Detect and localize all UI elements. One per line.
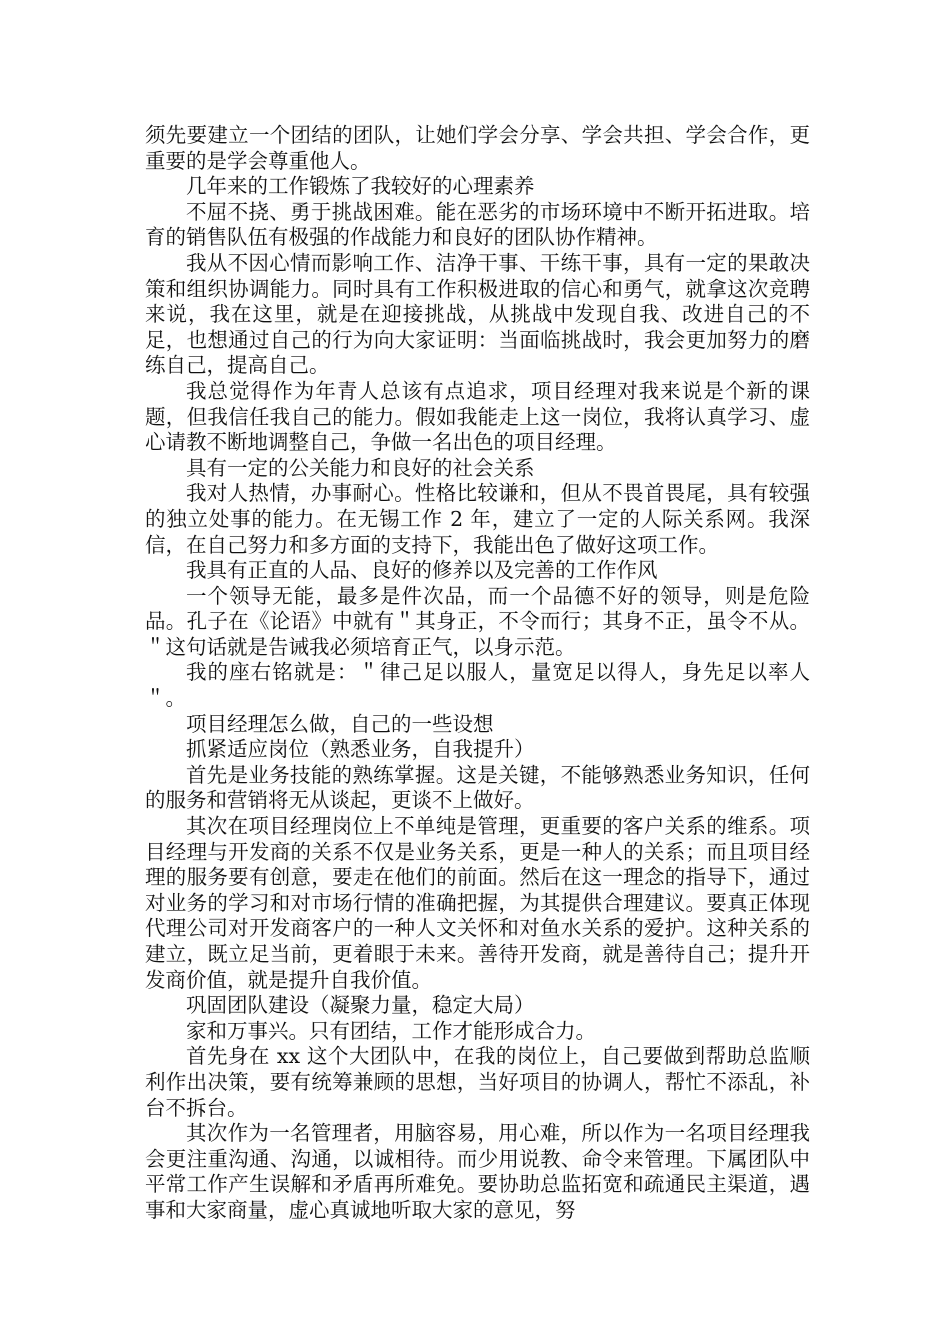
paragraph-support-director: 首先身在 xx 这个大团队中，在我的岗位上，自己要做到帮助总监顺利作出决策，要有统筹兼顾的思想，当好项目的协调人，帮忙不添乱，补台不拆台。 [145,1044,810,1120]
paragraph-perseverance: 不屈不挠、勇于挑战困难。能在恶劣的市场环境中不断开拓进取。培育的销售队伍有极强的作战能力和良好的团队协作精神。 [145,199,810,250]
section-heading-mental-quality: 几年来的工作锻炼了我较好的心理素养 [186,174,535,199]
paragraph-motto: 我的座右铭就是：＂律己足以服人，量宽足以得人，身先足以率人＂。 [145,660,810,711]
section-heading-character: 我具有正直的人品、良好的修养以及完善的工作作风 [186,558,658,583]
section-heading-plans: 项目经理怎么做，自己的一些设想 [186,711,494,736]
paragraph-harmony: 家和万事兴。只有团结，工作才能形成合力。 [186,1018,596,1043]
subsection-heading-adapt: 抓紧适应岗位（熟悉业务，自我提升） [186,737,535,762]
document-page [145,123,810,1224]
section-heading-public-relations: 具有一定的公关能力和良好的社会关系 [186,455,535,480]
paragraph-client-relations: 其次在项目经理岗位上不单纯是管理，更重要的客户关系的维系。项目经理与开发商的关系不仅是业务关系，更是一种人的关系；而且项目经理的服务要有创意，要走在他们的前面。然后在这一理念的指导下，通过对业务的学习和对市场行情的准确把握，为其提供合理建议。要真正体现代理公司对开发商客户的一种人文关怀和对鱼水关系的爱护。这种关系的建立，既立足当前，更着眼于未来。善待开发商，就是善待自己；提升开发商价值，就是提升自我价值。 [145,814,810,992]
paragraph-continuation: 须先要建立一个团结的团队，让她们学会分享、学会共担、学会合作，更重要的是学会尊重他人。 [145,123,810,173]
subsection-heading-team: 巩固团队建设（凝聚力量，稳定大局） [186,993,535,1018]
paragraph-business-skills: 首先是业务技能的熟练掌握。这是关键，不能够熟悉业务知识，任何的服务和营销将无从谈起，更谈不上做好。 [145,762,810,813]
paragraph-decisiveness: 我从不因心情而影响工作、洁净干事、干练干事，具有一定的果敢决策和组织协调能力。同时具有工作积极进取的信心和勇气，就拿这次竞聘来说，我在这里，就是在迎接挑战，从挑战中发现自我、改进自己的不足，也想通过自己的行为向大家证明：当面临挑战时，我会更加努力的磨练自己，提高自己。 [145,250,810,378]
paragraph-communication: 其次作为一名管理者，用脑容易，用心难，所以作为一名项目经理我会更注重沟通、沟通，以诚相待。而少用说教、命令来管理。下属团队中平常工作产生误解和矛盾再所难免。要协助总监拓宽和疏通民主渠道，遇事和大家商量，虚心真诚地听取大家的意见，努 [145,1121,810,1222]
paragraph-relations: 我对人热情，办事耐心。性格比较谦和，但从不畏首畏尾，具有较强的独立处事的能力。在无锡工作 2 年，建立了一定的人际关系网。我深信，在自己努力和多方面的支持下，我能出色了做好这项工作。 [145,481,810,557]
paragraph-leadership-ethics: 一个领导无能，最多是件次品，而一个品德不好的领导，则是危险品。孔子在《论语》中就有＂其身正，不令而行；其身不正，虽令不从。＂这句话就是告诫我必须培育正气，以身示范。 [145,583,810,659]
paragraph-ambition: 我总觉得作为年青人总该有点追求，项目经理对我来说是个新的课题，但我信任我自己的能力。假如我能走上这一岗位，我将认真学习、虚心请教不断地调整自己，争做一名出色的项目经理。 [145,378,810,455]
